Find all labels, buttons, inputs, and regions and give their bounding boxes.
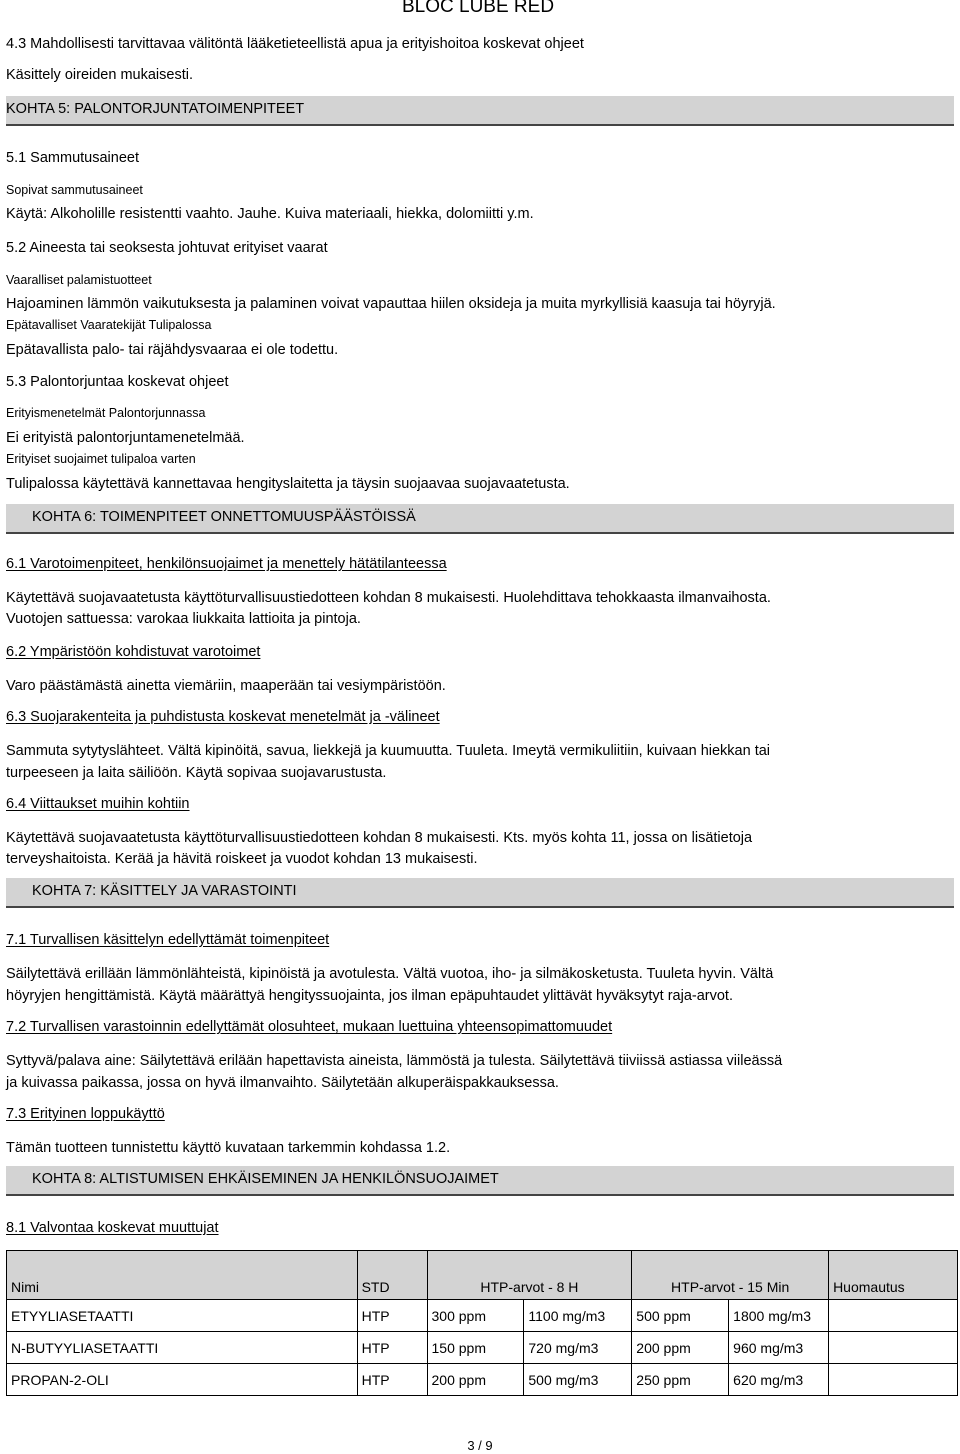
section-5-2-text2: Epätavallista palo- tai räjähdysvaaraa ei ole todettu. bbox=[6, 342, 339, 358]
section-5-title: KOHTA 5: PALONTORJUNTATOIMENPITEET bbox=[6, 101, 305, 117]
col-header-std: STD bbox=[357, 1251, 427, 1300]
product-name: BLOC LUBE RED bbox=[402, 0, 555, 17]
section-5-1-text: Käytä: Alkoholille resistentti vaahto. Jauhe. Kuiva materiaali, hiekka, dolomiitti y.m. bbox=[6, 206, 534, 222]
section-6-4-text-b: terveyshaitoista. Kerää ja hävitä roiskeet ja vuodot kohdan 13 mukaisesti. bbox=[6, 851, 478, 867]
section-8-band bbox=[6, 1166, 954, 1196]
section-6-band bbox=[6, 504, 954, 534]
cell-remark bbox=[829, 1332, 958, 1364]
section-5-band bbox=[6, 96, 954, 126]
section-7-1-text-b: höyryjen hengittämistä. Käytä määrättyä hengityssuojainta, jos ilman epäpuhtaudet ylittävät hyväksytyt raja-arvot. bbox=[6, 988, 733, 1004]
section-4-3-text: Käsittely oireiden mukaisesti. bbox=[6, 67, 193, 83]
cell-15min-mg: 620 mg/m3 bbox=[729, 1364, 829, 1396]
cell-15min-ppm: 200 ppm bbox=[632, 1332, 729, 1364]
section-6-4-heading: 6.4 Viittaukset muihin kohtiin bbox=[6, 796, 190, 812]
section-4-3-heading: 4.3 Mahdollisesti tarvittavaa välitöntä lääketieteellistä apua ja erityishoitoa koskevat ohjeet bbox=[6, 36, 584, 52]
section-6-2-heading: 6.2 Ympäristöön kohdistuvat varotoimet bbox=[6, 644, 261, 660]
section-5-2-heading: 5.2 Aineesta tai seoksesta johtuvat erityiset vaarat bbox=[6, 240, 328, 256]
section-7-2-heading: 7.2 Turvallisen varastoinnin edellyttämät olosuhteet, mukaan luettuina yhteensopimattomuudet bbox=[6, 1019, 613, 1035]
cell-15min-ppm: 250 ppm bbox=[632, 1364, 729, 1396]
section-6-title: KOHTA 6: TOIMENPITEET ONNETTOMUUSPÄÄSTÖISSÄ bbox=[32, 509, 416, 525]
section-5-1-heading: 5.1 Sammutusaineet bbox=[6, 150, 139, 166]
section-7-2-text-a: Syttyvä/palava aine: Säilytettävä erilään hapettavista aineista, lämmöstä ja tulesta. Säilytettävä tiiviissä astiassa viileässä bbox=[6, 1053, 783, 1069]
section-7-1-text-a: Säilytettävä erillään lämmönlähteistä, kipinöistä ja avotulesta. Vältä vuotoa, iho- ja silmäkosketusta. Tuuleta hyvin. Vältä bbox=[6, 966, 774, 982]
section-6-2-text: Varo päästämästä ainetta viemäriin, maaperään tai vesiympäristöön. bbox=[6, 678, 446, 694]
col-header-remark: Huomautus bbox=[829, 1251, 958, 1300]
section-5-3-text2: Tulipalossa käytettävä kannettavaa hengityslaitetta ja täysin suojaavaa suojavaatetusta. bbox=[6, 476, 570, 492]
page-number: 3 / 9 bbox=[467, 1438, 493, 1453]
cell-std: HTP bbox=[357, 1332, 427, 1364]
cell-15min-mg: 960 mg/m3 bbox=[729, 1332, 829, 1364]
section-5-3-text: Ei erityistä palontorjuntamenetelmää. bbox=[6, 430, 245, 446]
section-6-3-text-b: turpeeseen ja laita säiliöön. Käytä sopivaa suojavarustusta. bbox=[6, 765, 387, 781]
table-row bbox=[7, 1300, 958, 1332]
section-6-1-text-b: Vuotojen sattuessa: varokaa liukkaita lattioita ja pintoja. bbox=[6, 611, 361, 627]
table-row bbox=[7, 1332, 958, 1364]
section-6-3-text-a: Sammuta sytytyslähteet. Vältä kipinöitä, savua, liekkejä ja kuumuutta. Tuuleta. Imeytä vermikuliitiin, kuivaan hiekkan tai bbox=[6, 743, 771, 759]
col-header-htp-15min: HTP-arvot - 15 Min bbox=[632, 1251, 829, 1300]
section-5-3-sub2: Erityiset suojaimet tulipaloa varten bbox=[6, 452, 196, 466]
cell-8h-ppm: 300 ppm bbox=[427, 1300, 524, 1332]
section-5-2-text: Hajoaminen lämmön vaikutuksesta ja palaminen voivat vapauttaa hiilen oksideja ja muita myrkyllisiä kaasuja tai höyryjä. bbox=[6, 296, 776, 312]
col-header-htp-8h: HTP-arvot - 8 H bbox=[427, 1251, 632, 1300]
cell-name: N-BUTYYLIASETAATTI bbox=[7, 1332, 358, 1364]
cell-8h-mg: 1100 mg/m3 bbox=[524, 1300, 632, 1332]
section-7-3-heading: 7.3 Erityinen loppukäyttö bbox=[6, 1106, 165, 1122]
cell-remark bbox=[829, 1300, 958, 1332]
cell-std: HTP bbox=[357, 1300, 427, 1332]
section-7-1-heading: 7.1 Turvallisen käsittelyn edellyttämät toimenpiteet bbox=[6, 932, 330, 948]
cell-8h-mg: 500 mg/m3 bbox=[524, 1364, 632, 1396]
section-5-1-sub: Sopivat sammutusaineet bbox=[6, 183, 143, 197]
cell-std: HTP bbox=[357, 1364, 427, 1396]
section-7-band bbox=[6, 878, 954, 908]
cell-8h-ppm: 150 ppm bbox=[427, 1332, 524, 1364]
section-5-2-sub2: Epätavalliset Vaaratekijät Tulipalossa bbox=[6, 318, 212, 332]
cell-8h-mg: 720 mg/m3 bbox=[524, 1332, 632, 1364]
exposure-limits-table bbox=[6, 1250, 958, 1396]
table-row bbox=[7, 1364, 958, 1396]
section-5-2-sub: Vaaralliset palamistuotteet bbox=[6, 273, 152, 287]
section-7-3-text: Tämän tuotteen tunnistettu käyttö kuvataan tarkemmin kohdassa 1.2. bbox=[6, 1140, 451, 1156]
section-6-4-text-a: Käytettävä suojavaatetusta käyttöturvallisuustiedotteen kohdan 8 mukaisesti. Kts. myös kohta 11, jossa on lisätietoja bbox=[6, 830, 753, 846]
cell-8h-ppm: 200 ppm bbox=[427, 1364, 524, 1396]
section-5-3-heading: 5.3 Palontorjuntaa koskevat ohjeet bbox=[6, 374, 229, 390]
col-header-name: Nimi bbox=[7, 1251, 358, 1300]
section-8-1-heading: 8.1 Valvontaa koskevat muuttujat bbox=[6, 1220, 219, 1236]
table-header-row bbox=[7, 1251, 958, 1300]
section-7-2-text-b: ja kuivassa paikassa, jossa on hyvä ilmanvaihto. Säilytetään alkuperäispakkauksessa. bbox=[6, 1075, 559, 1091]
section-5-3-sub: Erityismenetelmät Palontorjunnassa bbox=[6, 406, 206, 420]
cell-name: ETYYLIASETAATTI bbox=[7, 1300, 358, 1332]
section-6-1-heading: 6.1 Varotoimenpiteet, henkilönsuojaimet ja menettely hätätilanteessa bbox=[6, 556, 447, 572]
cell-15min-ppm: 500 ppm bbox=[632, 1300, 729, 1332]
section-8-title: KOHTA 8: ALTISTUMISEN EHKÄISEMINEN JA HENKILÖNSUOJAIMET bbox=[32, 1171, 499, 1187]
section-6-1-text-a: Käytettävä suojavaatetusta käyttöturvallisuustiedotteen kohdan 8 mukaisesti. Huolehdittava tehokkaasta ilmanvaihosta. bbox=[6, 590, 771, 606]
cell-remark bbox=[829, 1364, 958, 1396]
cell-15min-mg: 1800 mg/m3 bbox=[729, 1300, 829, 1332]
section-6-3-heading: 6.3 Suojarakenteita ja puhdistusta koskevat menetelmät ja -välineet bbox=[6, 709, 440, 725]
cell-name: PROPAN-2-OLI bbox=[7, 1364, 358, 1396]
section-7-title: KOHTA 7: KÄSITTELY JA VARASTOINTI bbox=[32, 883, 297, 899]
